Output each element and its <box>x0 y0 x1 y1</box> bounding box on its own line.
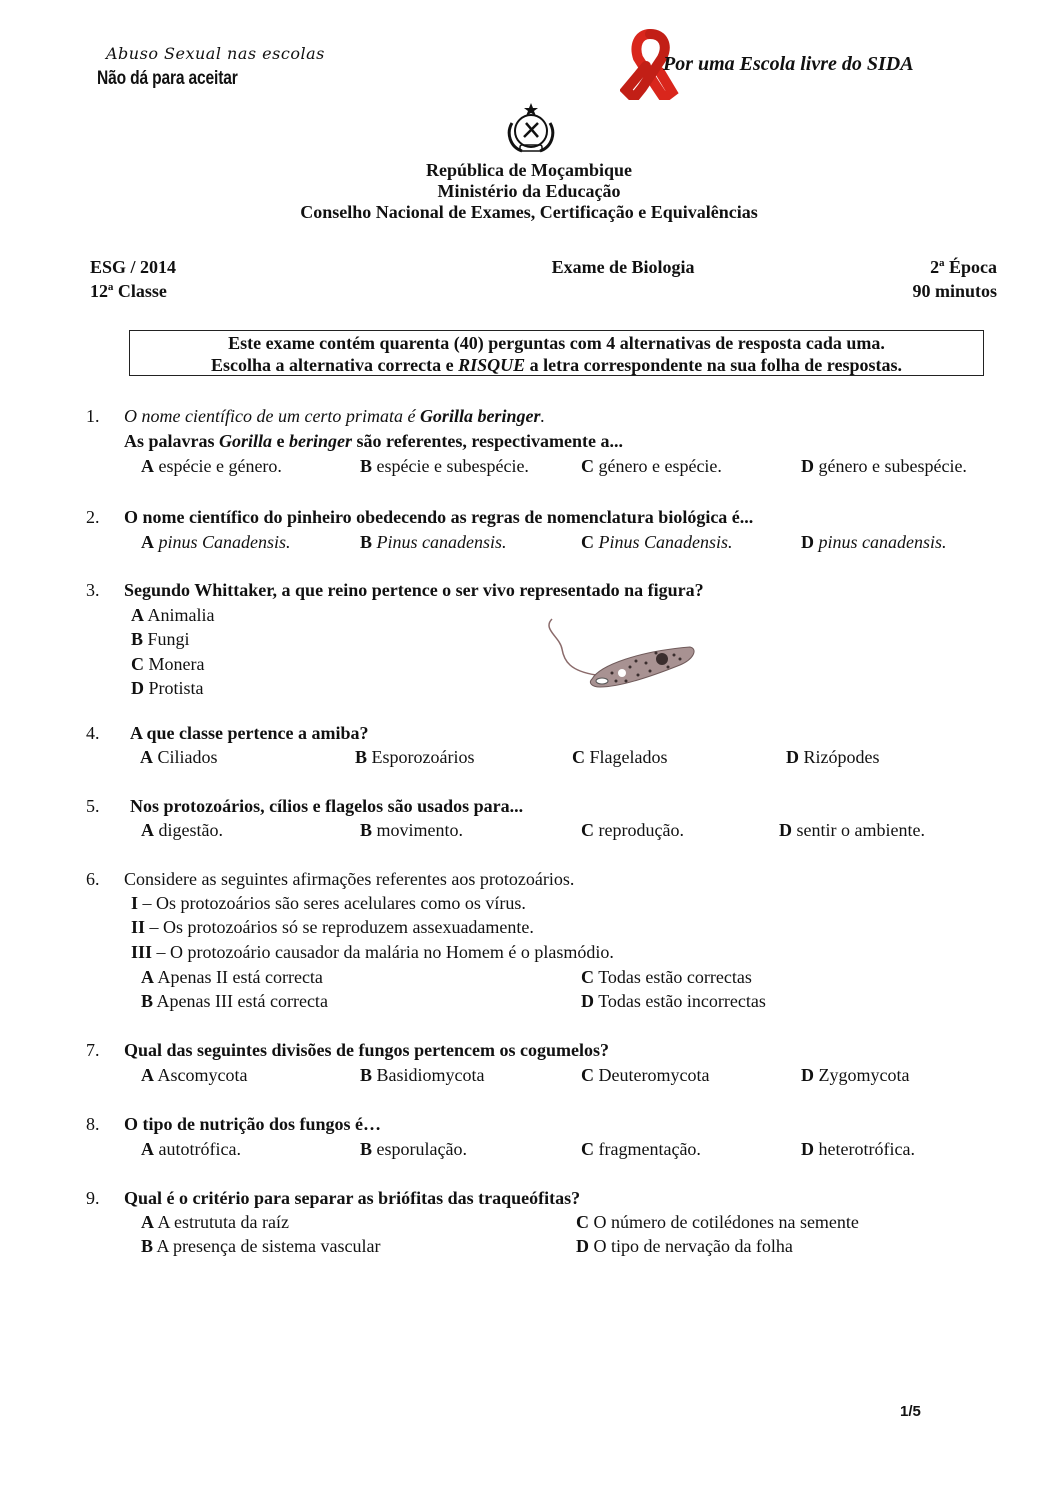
option-text: Rizópodes <box>803 747 880 767</box>
statement-ii <box>131 915 534 940</box>
genus-term: Gorilla <box>219 431 273 451</box>
question-stem <box>124 429 623 454</box>
option-letter: D <box>801 456 814 476</box>
option-b[interactable] <box>360 530 507 555</box>
option-letter: A <box>141 1065 154 1085</box>
option-letter: D <box>581 991 594 1011</box>
option-c[interactable] <box>581 1063 709 1088</box>
option-c[interactable] <box>576 1210 859 1235</box>
option-letter: C <box>581 456 594 476</box>
exam-grade: 12ª Classe <box>90 281 167 301</box>
option-a[interactable] <box>140 745 218 770</box>
option-text: esporulação. <box>376 1139 467 1159</box>
option-letter: B <box>360 532 373 552</box>
question-text: são referentes, respectivamente a... <box>352 431 623 451</box>
option-c[interactable] <box>581 454 722 479</box>
instructions-text: a letra correspondente na sua folha de respostas. <box>525 355 902 375</box>
option-letter: C <box>581 1139 594 1159</box>
option-text: Pinus Canadensis. <box>598 532 733 552</box>
question-text: e <box>272 431 290 451</box>
option-a[interactable] <box>141 965 323 990</box>
option-text: Flagelados <box>589 747 668 767</box>
option-text: Esporozoários <box>371 747 475 767</box>
question-text: . <box>540 406 545 426</box>
option-d[interactable] <box>779 818 925 843</box>
question-text: O nome científico de um certo primata é <box>124 406 420 426</box>
option-text: espécie e subespécie. <box>376 456 529 476</box>
option-a[interactable] <box>141 1063 248 1088</box>
option-text: pinus canadensis. <box>818 532 947 552</box>
option-b[interactable] <box>131 627 190 652</box>
option-letter: D <box>801 532 814 552</box>
option-letter: C <box>131 654 144 674</box>
option-text: Animalia <box>147 605 215 625</box>
option-letter: D <box>801 1065 814 1085</box>
option-letter: C <box>581 820 594 840</box>
option-letter: A <box>140 747 153 767</box>
option-letter: I <box>131 893 139 913</box>
option-text: Todas estão correctas <box>598 967 752 987</box>
option-letter: D <box>576 1236 589 1256</box>
option-letter: C <box>572 747 585 767</box>
option-a[interactable] <box>141 818 223 843</box>
species-term: beringer <box>289 431 353 451</box>
question-number: 6. <box>86 869 100 889</box>
question-stem: Qual é o critério para separar as briófitas das traqueófitas? <box>124 1188 581 1208</box>
option-letter: C <box>581 967 594 987</box>
option-d[interactable] <box>576 1234 793 1259</box>
option-text: sentir o ambiente. <box>796 820 925 840</box>
question-number: 7. <box>86 1040 100 1060</box>
question-number: 5. <box>86 796 100 816</box>
question-number: 2. <box>86 507 100 527</box>
option-a[interactable] <box>141 1210 289 1235</box>
exam-code: ESG / 2014 <box>90 257 177 277</box>
option-d[interactable] <box>801 530 947 555</box>
campaign-script-text: Abuso Sexual nas escolas <box>106 44 325 63</box>
option-letter: A <box>131 605 144 625</box>
option-text: Ascomycota <box>157 1065 248 1085</box>
option-a[interactable] <box>141 530 291 555</box>
option-b[interactable] <box>360 1063 485 1088</box>
question-number: 8. <box>86 1114 100 1134</box>
institution-ministry: Ministério da Educação <box>437 181 621 201</box>
option-letter: C <box>576 1212 589 1232</box>
question-stem: A que classe pertence a amiba? <box>130 723 369 743</box>
option-text: A presença de sistema vascular <box>156 1236 381 1256</box>
instructions-line-1: Este exame contém quarenta (40) perguntas com 4 alternativas de resposta cada uma. <box>228 333 885 353</box>
option-letter: A <box>141 532 154 552</box>
option-text: género e espécie. <box>598 456 722 476</box>
option-c[interactable] <box>581 965 752 990</box>
exam-meta-row-1 <box>90 257 997 278</box>
question-number: 1. <box>86 406 100 426</box>
option-letter: B <box>360 1139 373 1159</box>
institution-header <box>0 160 1058 223</box>
option-a[interactable] <box>141 1137 241 1162</box>
option-text: Apenas III está correcta <box>156 991 328 1011</box>
instructions-emphasis: RISQUE <box>458 355 526 375</box>
option-letter: C <box>581 1065 594 1085</box>
option-b[interactable] <box>360 454 529 479</box>
question-stem: Qual das seguintes divisões de fungos pertencem os cogumelos? <box>124 1040 610 1060</box>
option-c[interactable] <box>572 745 668 770</box>
option-text: género e subespécie. <box>818 456 967 476</box>
question-stem: O nome científico do pinheiro obedecendo as regras de nomenclatura biológica é... <box>124 507 754 527</box>
option-letter: A <box>141 1139 154 1159</box>
option-text: Ciliados <box>157 747 218 767</box>
option-b[interactable] <box>141 989 328 1014</box>
option-letter: A <box>141 456 154 476</box>
instructions-box <box>129 330 984 376</box>
option-text: Monera <box>148 654 205 674</box>
option-text: O tipo de nervação da folha <box>593 1236 793 1256</box>
instructions-line-2 <box>130 354 983 376</box>
option-d[interactable] <box>786 745 880 770</box>
institution-council: Conselho Nacional de Exames, Certificação e Equivalências <box>300 202 758 222</box>
option-a[interactable] <box>131 603 215 628</box>
option-text: reprodução. <box>598 820 684 840</box>
exam-season: 2ª Época <box>930 257 997 277</box>
question-stem: Segundo Whittaker, a que reino pertence o ser vivo representado na figura? <box>124 580 704 600</box>
exam-duration: 90 minutos <box>912 281 997 301</box>
question-text: As palavras <box>124 431 220 451</box>
species-name: Gorilla beringer <box>419 406 541 426</box>
exam-meta-row-2 <box>90 281 997 302</box>
option-d[interactable] <box>131 676 204 701</box>
option-text: – O protozoário causador da malária no Homem é o plasmódio. <box>152 942 614 962</box>
question-number: 4. <box>86 723 100 743</box>
option-letter: D <box>131 678 144 698</box>
option-letter: A <box>141 1212 154 1232</box>
option-text: Pinus canadensis. <box>376 532 507 552</box>
option-text: pinus Canadensis. <box>158 532 291 552</box>
option-b[interactable] <box>141 1234 380 1259</box>
option-c[interactable] <box>131 652 204 677</box>
option-letter: B <box>355 747 368 767</box>
option-text: O número de cotilédones na semente <box>593 1212 859 1232</box>
instructions-text: Escolha a alternativa correcta e <box>211 355 459 375</box>
option-b[interactable] <box>355 745 475 770</box>
question-intro <box>124 404 545 429</box>
option-letter: B <box>131 629 144 649</box>
option-text: Apenas II está correcta <box>157 967 323 987</box>
option-letter: C <box>581 532 594 552</box>
option-text: – Os protozoários são seres acelulares como os vírus. <box>138 893 526 913</box>
option-b[interactable] <box>360 1137 467 1162</box>
question-number: 3. <box>86 580 100 600</box>
option-c[interactable] <box>581 1137 701 1162</box>
option-letter: B <box>360 820 373 840</box>
option-text: A estrututa da raíz <box>157 1212 289 1232</box>
question-number: 9. <box>86 1188 100 1208</box>
statement-i <box>131 891 526 916</box>
option-text: Basidiomycota <box>376 1065 485 1085</box>
option-letter: A <box>141 967 154 987</box>
page-number: 1/5 <box>900 1403 921 1420</box>
statement-iii <box>131 940 614 965</box>
question-stem: Considere as seguintes afirmações referentes aos protozoários. <box>124 869 575 889</box>
option-text: Fungi <box>147 629 190 649</box>
option-d[interactable] <box>801 1063 909 1088</box>
option-text: heterotrófica. <box>818 1139 915 1159</box>
mozambique-coat-of-arms-icon <box>500 101 562 157</box>
euglena-illustration <box>540 615 700 695</box>
option-text: fragmentação. <box>598 1139 701 1159</box>
option-letter: B <box>360 1065 373 1085</box>
option-text: movimento. <box>376 820 464 840</box>
campaign-slogan: Não dá para aceitar <box>97 68 238 89</box>
option-letter: III <box>131 942 153 962</box>
option-letter: B <box>360 456 373 476</box>
option-letter: D <box>779 820 792 840</box>
sida-slogan: Por uma Escola livre do SIDA <box>663 53 914 75</box>
option-text: espécie e género. <box>158 456 282 476</box>
institution-country: República de Moçambique <box>425 160 632 180</box>
option-letter: B <box>141 991 154 1011</box>
option-letter: D <box>801 1139 814 1159</box>
option-letter: D <box>786 747 799 767</box>
option-d[interactable] <box>801 454 967 479</box>
option-c[interactable] <box>581 530 733 555</box>
option-d[interactable] <box>801 1137 915 1162</box>
option-text: Zygomycota <box>818 1065 910 1085</box>
option-letter: II <box>131 917 146 937</box>
question-stem: Nos protozoários, cílios e flagelos são usados para... <box>130 796 524 816</box>
option-d[interactable] <box>581 989 766 1014</box>
option-text: – Os protozoários só se reproduzem assexuadamente. <box>145 917 534 937</box>
option-c[interactable] <box>581 818 684 843</box>
question-stem: O tipo de nutrição dos fungos é… <box>124 1114 382 1134</box>
option-text: Deuteromycota <box>598 1065 710 1085</box>
exam-title: Exame de Biologia <box>551 257 695 277</box>
option-letter: A <box>141 820 154 840</box>
option-text: Protista <box>148 678 204 698</box>
option-letter: B <box>141 1236 154 1256</box>
option-text: digestão. <box>158 820 223 840</box>
option-a[interactable] <box>141 454 282 479</box>
option-text: autotrófica. <box>158 1139 241 1159</box>
option-b[interactable] <box>360 818 463 843</box>
option-text: Todas estão incorrectas <box>598 991 766 1011</box>
